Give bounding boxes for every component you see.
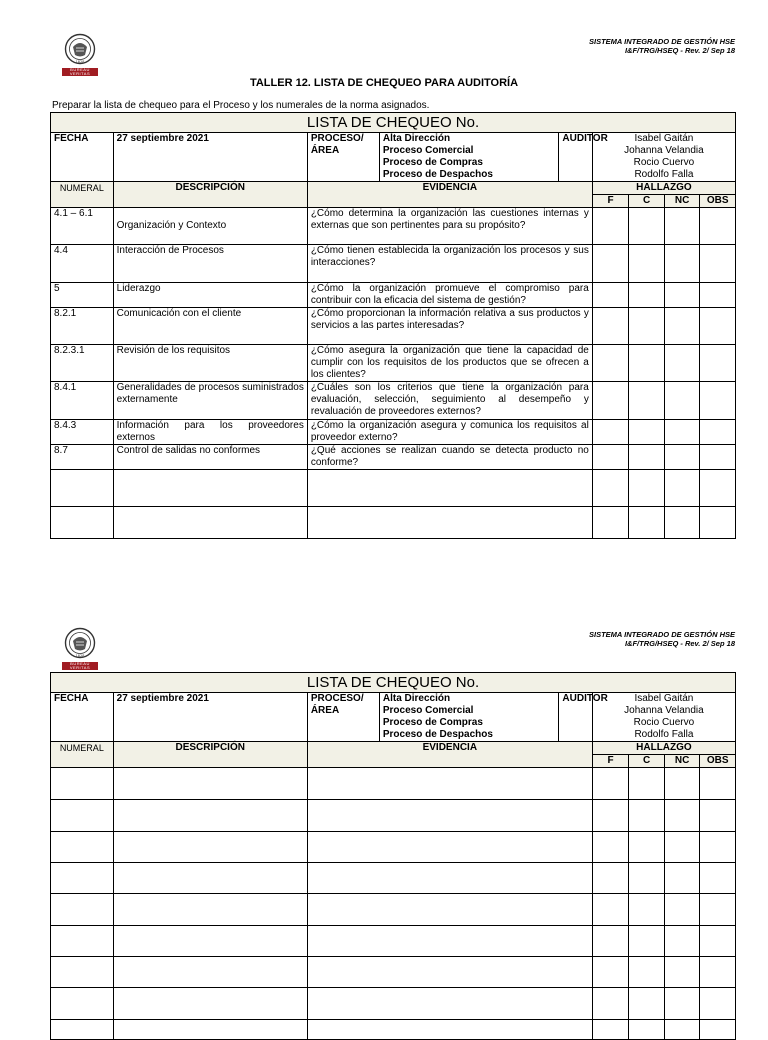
system-line-2: I&F/TRG/HSEQ - Rev. 2/ Sep 18 — [624, 46, 735, 55]
evidencia-cell: ¿Cómo determina la organización las cuestiones internas y externas que son pertinentes para su propósito? — [307, 208, 592, 245]
proceso-value: Alta Dirección — [382, 693, 451, 704]
nc-cell — [664, 345, 699, 382]
nc-cell — [664, 283, 699, 308]
numeral-cell: 8.4.1 — [51, 382, 114, 420]
f-cell — [592, 308, 629, 345]
numeral-cell: 8.4.3 — [51, 420, 114, 445]
table-row — [51, 245, 736, 283]
obs-cell — [700, 245, 736, 283]
c-cell — [629, 445, 664, 470]
nc-header: NC — [664, 755, 699, 768]
checklist-banner: LISTA DE CHEQUEO No. — [51, 673, 736, 693]
table-row — [51, 768, 736, 800]
nc-cell — [664, 245, 699, 283]
nc-cell — [664, 308, 699, 345]
page-title: TALLER 12. LISTA DE CHEQUEO PARA AUDITORÍA — [249, 77, 519, 89]
evidencia-cell: ¿Cómo la organización asegura y comunica los requisitos al proveedor externo? — [307, 420, 592, 445]
proceso-value: Proceso de Despachos — [382, 729, 493, 740]
system-header — [589, 630, 735, 648]
descripcion-cell: Comunicación con el cliente — [113, 308, 307, 345]
descripcion-cell: Información para los proveedores externos — [113, 420, 307, 445]
fecha-value: 27 septiembre 2021 — [113, 133, 307, 182]
c-cell — [629, 345, 664, 382]
f-cell — [592, 382, 629, 420]
svg-text:1828: 1828 — [75, 654, 85, 658]
c-cell — [629, 283, 664, 308]
numeral-cell: 5 — [51, 283, 114, 308]
table-row — [51, 894, 736, 926]
descripcion-cell: Generalidades de procesos suministrados externamente — [113, 382, 307, 420]
f-header: F — [592, 755, 629, 768]
c-cell — [629, 245, 664, 283]
proceso-label: PROCESO/ ÁREA — [307, 693, 379, 742]
proceso-value: Proceso Comercial — [382, 145, 474, 156]
table-row — [51, 208, 736, 245]
f-cell — [592, 445, 629, 470]
f-header: F — [592, 195, 629, 208]
c-cell — [629, 382, 664, 420]
auditor-name: Rodolfo Falla — [634, 169, 694, 180]
system-header — [589, 37, 735, 55]
table-row — [51, 863, 736, 894]
obs-cell — [700, 382, 736, 420]
intro-text: Preparar la lista de chequeo para el Proceso y los numerales de la norma asignados. — [52, 100, 430, 111]
table-row — [51, 832, 736, 863]
c-header: C — [629, 195, 664, 208]
proceso-value: Proceso de Compras — [382, 157, 483, 168]
fecha-value: 27 septiembre 2021 — [113, 693, 307, 742]
descripcion-cell: Interacción de Procesos — [113, 245, 307, 283]
checklist-banner: LISTA DE CHEQUEO No. — [51, 113, 736, 133]
obs-cell — [700, 345, 736, 382]
system-line-1: SISTEMA INTEGRADO DE GESTIÓN HSE — [589, 630, 735, 639]
obs-header: OBS — [700, 195, 736, 208]
obs-cell — [700, 283, 736, 308]
table-row — [51, 470, 736, 507]
proceso-value: Proceso Comercial — [382, 705, 474, 716]
obs-cell — [700, 420, 736, 445]
auditor-name: Rocio Cuervo — [633, 157, 695, 168]
auditor-name: Rodolfo Falla — [634, 729, 694, 740]
auditor-list — [592, 693, 735, 742]
auditor-name: Johanna Velandia — [624, 145, 704, 156]
nc-header: NC — [664, 195, 699, 208]
descripcion-header: DESCRIPCIÓN — [113, 182, 307, 208]
numeral-cell: 4.1 – 6.1 — [51, 208, 114, 245]
auditor-name: Johanna Velandia — [624, 705, 704, 716]
logo-band: BUREAU VERITAS — [62, 662, 98, 670]
c-header: C — [629, 755, 664, 768]
numeral-header: NUMERAL — [51, 742, 114, 768]
c-cell — [629, 208, 664, 245]
nc-cell — [664, 445, 699, 470]
obs-cell — [700, 308, 736, 345]
table-row — [51, 445, 736, 470]
obs-header: OBS — [700, 755, 736, 768]
c-cell — [629, 420, 664, 445]
f-cell — [592, 345, 629, 382]
numeral-cell: 8.2.1 — [51, 308, 114, 345]
c-cell — [629, 308, 664, 345]
table-row — [51, 800, 736, 832]
proceso-values — [379, 133, 559, 182]
proceso-value: Alta Dirección — [382, 133, 451, 144]
table-row — [51, 382, 736, 420]
evidencia-header: EVIDENCIA — [307, 742, 592, 768]
bureau-veritas-logo — [62, 33, 102, 76]
checklist-table-blank — [50, 672, 736, 1040]
table-row — [51, 507, 736, 539]
table-row — [51, 420, 736, 445]
proceso-values — [379, 693, 559, 742]
auditor-name: Isabel Gaitán — [634, 133, 694, 144]
proceso-value: Proceso de Despachos — [382, 169, 493, 180]
auditor-label: AUDITOR — [559, 693, 592, 742]
f-cell — [592, 283, 629, 308]
hallazgo-header: HALLAZGO — [592, 182, 735, 195]
auditor-name: Rocio Cuervo — [633, 717, 695, 728]
numeral-header: NUMERAL — [51, 182, 114, 208]
bureau-veritas-logo — [62, 627, 102, 670]
fecha-label: FECHA — [51, 133, 114, 182]
obs-cell — [700, 445, 736, 470]
logo-band: BUREAU VERITAS — [62, 68, 98, 76]
evidencia-cell: ¿Cómo tienen establecida la organización los procesos y sus interacciones? — [307, 245, 592, 283]
system-line-2: I&F/TRG/HSEQ - Rev. 2/ Sep 18 — [624, 639, 735, 648]
f-cell — [592, 245, 629, 283]
auditor-list — [592, 133, 735, 182]
evidencia-cell: ¿Cómo la organización promueve el compromiso para contribuir con la eficacia del sistema de gestión? — [307, 283, 592, 308]
descripcion-cell: Control de salidas no conformes — [113, 445, 307, 470]
proceso-value: Proceso de Compras — [382, 717, 483, 728]
system-line-1: SISTEMA INTEGRADO DE GESTIÓN HSE — [589, 37, 735, 46]
seal-icon — [62, 627, 98, 661]
table-row — [51, 345, 736, 382]
auditor-name: Isabel Gaitán — [634, 693, 694, 704]
table-row — [51, 988, 736, 1020]
numeral-cell: 8.7 — [51, 445, 114, 470]
svg-text:1828: 1828 — [75, 60, 85, 64]
obs-cell — [700, 208, 736, 245]
checklist-table — [50, 112, 736, 539]
descripcion-header: DESCRIPCIÓN — [113, 742, 307, 768]
evidencia-cell: ¿Qué acciones se realizan cuando se detecta producto no conforme? — [307, 445, 592, 470]
table-row — [51, 308, 736, 345]
evidencia-header: EVIDENCIA — [307, 182, 592, 208]
descripcion-cell: Liderazgo — [113, 283, 307, 308]
proceso-label: PROCESO/ ÁREA — [307, 133, 379, 182]
table-row — [51, 283, 736, 308]
nc-cell — [664, 382, 699, 420]
hallazgo-header: HALLAZGO — [592, 742, 735, 755]
f-cell — [592, 208, 629, 245]
fecha-label: FECHA — [51, 693, 114, 742]
seal-icon — [62, 33, 98, 67]
numeral-cell: 4.4 — [51, 245, 114, 283]
numeral-cell: 8.2.3.1 — [51, 345, 114, 382]
descripcion-cell: Organización y Contexto — [113, 208, 307, 245]
evidencia-cell: ¿Cómo proporcionan la información relativa a sus productos y servicios a las partes interesadas? — [307, 308, 592, 345]
evidencia-cell: ¿Cuáles son los criterios que tiene la organización para evaluación, selección, seguimiento al desempeño y revaluación de proveedores externos? — [307, 382, 592, 420]
nc-cell — [664, 420, 699, 445]
auditor-label: AUDITOR — [559, 133, 592, 182]
f-cell — [592, 420, 629, 445]
table-row — [51, 926, 736, 957]
nc-cell — [664, 208, 699, 245]
evidencia-cell: ¿Cómo asegura la organización que tiene la capacidad de cumplir con los requisitos de los productos que se ofrecen a los clientes? — [307, 345, 592, 382]
descripcion-cell: Revisión de los requisitos — [113, 345, 307, 382]
table-row — [51, 957, 736, 988]
table-row — [51, 1020, 736, 1040]
